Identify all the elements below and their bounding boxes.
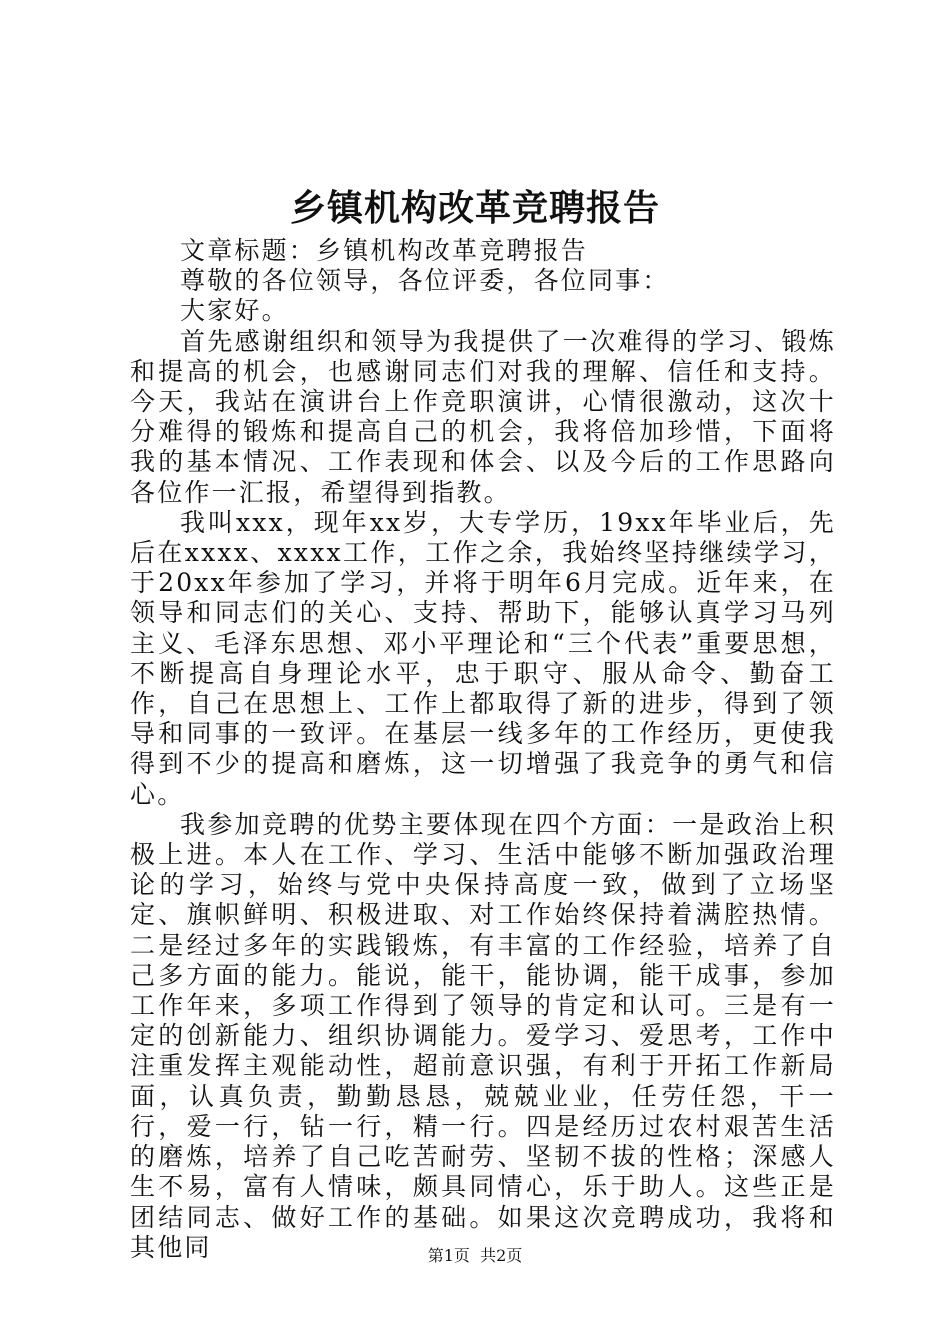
page-number: 第1页 [427, 1246, 470, 1265]
page-total: 共2页 [480, 1246, 523, 1265]
paragraph-intro: 首先感谢组织和领导为我提供了一次难得的学习、锻炼和提高的机会，也感谢同志们对我的理解、信任和支持。今天，我站在演讲台上作竞职演讲，心情很激动，这次十分难得的锻炼和提高自己的机会，我将倍加珍惜，下面将我的基本情况、工作表现和体会、以及今后的工作思路向各位作一汇报，希望得到指教。 [130, 326, 836, 507]
article-title-line: 文章标题：乡镇机构改革竞聘报告 [180, 236, 589, 265]
document-body [130, 236, 836, 1263]
greeting: 大家好。 [180, 296, 289, 326]
paragraph-strengths: 我参加竞聘的优势主要体现在四个方面：一是政治上积极上进。本人在工作、学习、生活中能够不断加强政治理论的学习，始终与党中央保持高度一致，做到了立场坚定、旗帜鲜明、积极进取、对工作始终保持着满腔热情。二是经过多年的实践锻炼，有丰富的工作经验，培养了自己多方面的能力。能说，能干，能协调，能干成事，参加工作年来，多项工作得到了领导的肯定和认可。三是有一定的创新能力、组织协调能力。爱学习、爱思考，工作中注重发挥主观能动性，超前意识强，有利于开拓工作新局面，认真负责，勤勤恳恳，兢兢业业，任劳任怨，干一行，爱一行，钻一行，精一行。四是经历过农村艰苦生活的磨炼，培养了自己吃苦耐劳、坚韧不拔的性格；深感人生不易，富有人情味，颇具同情心，乐于助人。这些正是团结同志、做好工作的基础。如果这次竞聘成功，我将和其他同 [130, 809, 836, 1262]
page-footer [0, 1245, 950, 1267]
salutation: 尊敬的各位领导，各位评委，各位同事： [180, 266, 670, 296]
document-title: 乡镇机构改革竞聘报告 [289, 187, 660, 229]
paragraph-background: 我叫xxx，现年xx岁，大专学历，19xx年毕业后，先后在xxxx、xxxx工作，工作之余，我始终坚持继续学习，于20xx年参加了学习，并将于明年6月完成。近年来，在领导和同志们的关心、支持、帮助下，能够认真学习马列主义、毛泽东思想、邓小平理论和“三个代表”重要思想，不断提高自身理论水平，忠于职守、服从命令、勤奋工作，自己在思想上、工作上都取得了新的进步，得到了领导和同事的一致评。在基层一线多年的工作经历，更使我得到不少的提高和磨炼，这一切增强了我竞争的勇气和信心。 [130, 507, 836, 809]
